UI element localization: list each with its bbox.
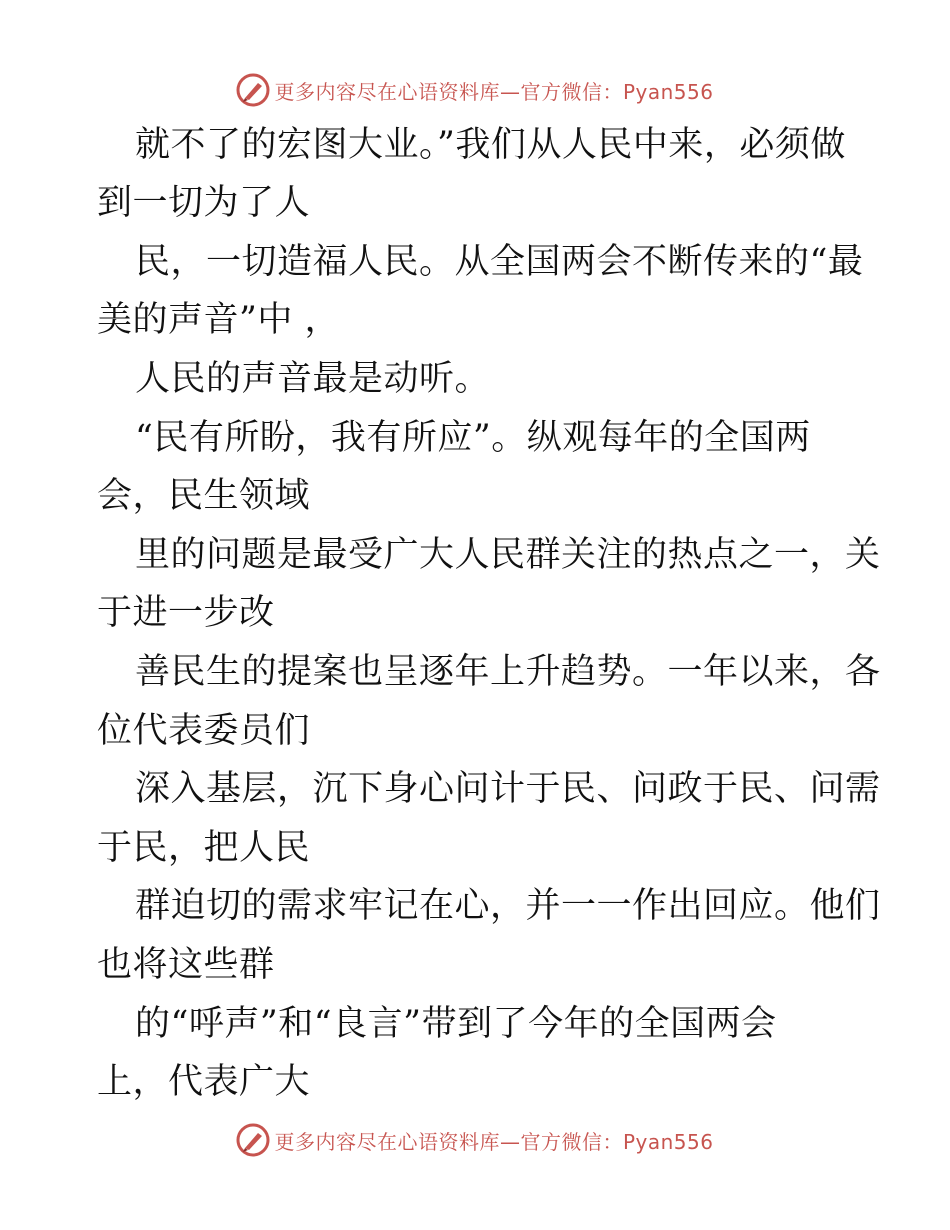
pen-logo-icon (236, 1123, 270, 1157)
text-line: 上，代表广大 (97, 1062, 311, 1102)
text-line: 善民生的提案也呈逐年上升趋势。一年以来，各 (135, 652, 881, 692)
text-line: 的“呼声”和“良言”带到了今年的全国两会 (135, 1004, 777, 1044)
text-line: 于民，把人民 (97, 828, 311, 868)
text-line: 人民的声音最是动听。 (135, 359, 491, 399)
text-line: 民，一切造福人民。从全国两会不断传来的“最 (135, 242, 864, 282)
text-line: 也将这些群 (97, 945, 275, 985)
text-line: 深入基层，沉下身心问计于民、问政于民、问需 (135, 769, 881, 809)
text-line: 到一切为了人 (97, 183, 311, 223)
watermark-text: 更多内容尽在心语资料库—官方微信：Pyan556 (274, 1129, 714, 1154)
watermark-text: 更多内容尽在心语资料库—官方微信：Pyan556 (274, 79, 714, 104)
pen-logo-icon (236, 73, 270, 107)
text-line: 于进一步改 (97, 593, 275, 633)
text-line: 就不了的宏图大业。”我们从人民中来，必须做 (135, 125, 846, 165)
header-watermark (0, 70, 950, 110)
text-line: 位代表委员们 (97, 711, 311, 751)
text-line: “民有所盼，我有所应”。纵观每年的全国两 (135, 418, 811, 458)
text-line: 美的声音”中 ， (97, 300, 341, 340)
text-line: 里的问题是最受广大人民群关注的热点之一，关 (135, 535, 881, 575)
text-line: 群迫切的需求牢记在心，并一一作出回应。他们 (135, 886, 881, 926)
footer-watermark (0, 1120, 950, 1160)
text-line: 会，民生领域 (97, 476, 311, 516)
